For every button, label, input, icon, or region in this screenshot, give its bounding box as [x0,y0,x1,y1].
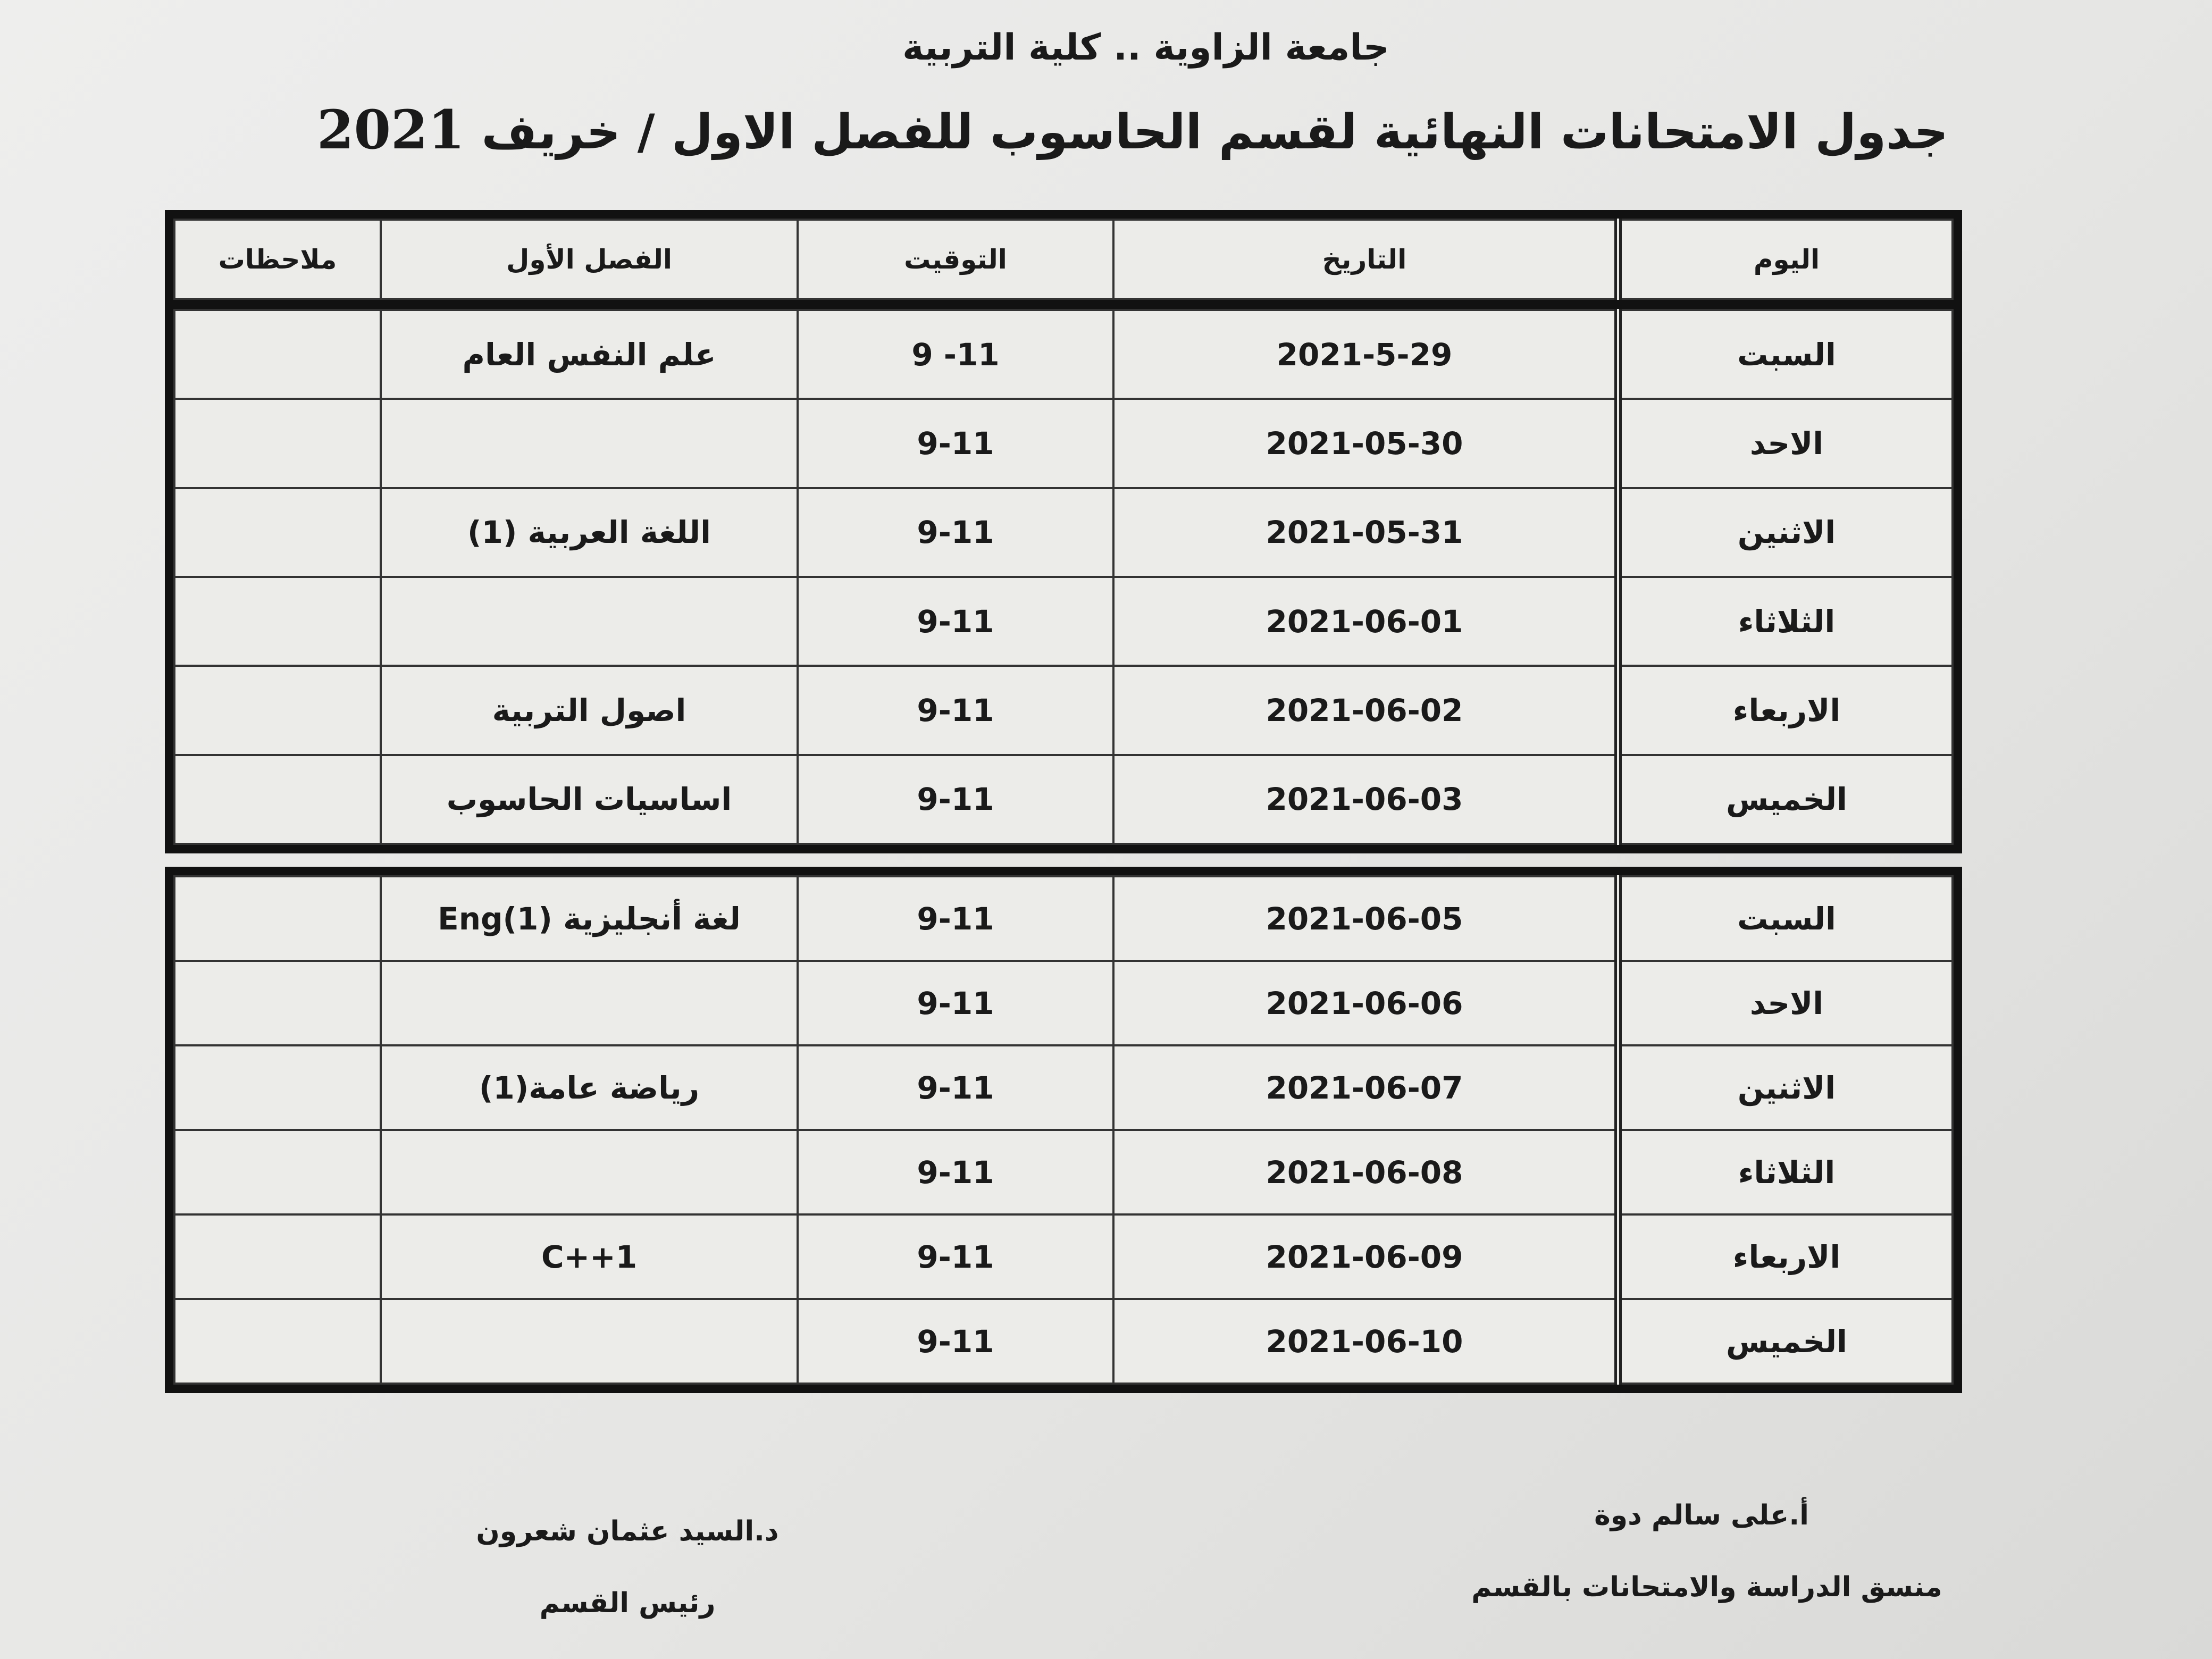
table-row [174,666,1953,755]
notes-cell [174,1214,381,1299]
document-title [0,98,2212,161]
day-cell: الاربعاء [1618,666,1953,755]
day-cell: الخميس [1618,755,1953,844]
day-cell: الاثنين [1618,488,1953,577]
subject-cell: علم النفس العام [381,310,798,399]
notes-cell [174,488,381,577]
notes-cell [174,666,381,755]
notes-cell [174,1130,381,1214]
table-row [174,1045,1953,1130]
day-cell: الاثنين [1618,1045,1953,1130]
column-header-day: اليوم [1618,220,1953,299]
time-cell: 9-11 [798,399,1113,488]
time-cell: 9-11 [798,1214,1113,1299]
date-cell: 2021-06-05 [1113,876,1618,961]
time-cell: 9-11 [798,1299,1113,1384]
date-cell: 2021-06-01 [1113,577,1618,666]
university-heading: جامعة الزاوية .. كلية التربية [902,27,1389,69]
time-cell: 9-11 [798,961,1113,1045]
department-head-name: د.السيد عثمان شعرون [476,1515,779,1547]
day-cell: الثلاثاء [1618,577,1953,666]
time-cell: 9-11 [798,488,1113,577]
week1-table [173,309,1954,845]
subject-cell [381,577,798,666]
table-row [174,488,1953,577]
title-text: جدول الامتحانات النهائية لقسم الحاسوب للفصل الاول / خريف [481,104,1949,160]
department-head-title: رئيس القسم [539,1587,716,1619]
week2-schedule-box [165,867,1962,1393]
date-cell: 2021-06-09 [1113,1214,1618,1299]
date-cell: 2021-06-03 [1113,755,1618,844]
column-header-date: التاريخ [1113,220,1618,299]
subject-cell [381,1299,798,1384]
table-row [174,876,1953,961]
time-cell: 9-11 [798,755,1113,844]
title-year: 2021 [316,98,465,161]
day-cell: الثلاثاء [1618,1130,1953,1214]
subject-cell: اللغة العربية (1) [381,488,798,577]
table-header [173,219,1954,300]
notes-cell [174,1045,381,1130]
table-header-box [165,210,1962,308]
column-header-subject: الفصل الأول [381,220,798,299]
date-cell: 2021-06-02 [1113,666,1618,755]
subject-cell: C++1 [381,1214,798,1299]
notes-cell [174,1299,381,1384]
notes-cell [174,399,381,488]
notes-cell [174,961,381,1045]
date-cell: 2021-06-06 [1113,961,1618,1045]
date-cell: 2021-06-08 [1113,1130,1618,1214]
time-cell: 9-11 [798,876,1113,961]
subject-cell: لغة أنجليزية (Eng(1 [381,876,798,961]
time-cell: 9-11 [798,1130,1113,1214]
table-row [174,399,1953,488]
subject-cell: اصول التربية [381,666,798,755]
coordinator-title: منسق الدراسة والامتحانات بالقسم [1471,1571,1942,1603]
day-cell: الاحد [1618,399,1953,488]
table-row [174,961,1953,1045]
time-cell: 9-11 [798,577,1113,666]
subject-cell [381,1130,798,1214]
table-row [174,755,1953,844]
day-cell: السبت [1618,310,1953,399]
date-cell: 2021-5-29 [1113,310,1618,399]
date-cell: 2021-06-07 [1113,1045,1618,1130]
table-row [174,577,1953,666]
date-cell: 2021-05-30 [1113,399,1618,488]
subject-cell: اساسيات الحاسوب [381,755,798,844]
table-row [174,310,1953,399]
time-cell: 9-11 [798,1045,1113,1130]
week2-table [173,875,1954,1385]
coordinator-name: أ.على سالم دوة [1594,1499,1809,1531]
table-row [174,1130,1953,1214]
notes-cell [174,310,381,399]
column-header-notes: ملاحظات [174,220,381,299]
week1-schedule-box [165,300,1962,853]
column-header-time: التوقيت [798,220,1113,299]
day-cell: الاحد [1618,961,1953,1045]
day-cell: السبت [1618,876,1953,961]
table-row [174,1214,1953,1299]
day-cell: الاربعاء [1618,1214,1953,1299]
notes-cell [174,876,381,961]
notes-cell [174,577,381,666]
notes-cell [174,755,381,844]
time-cell: 9-11 [798,666,1113,755]
date-cell: 2021-06-10 [1113,1299,1618,1384]
subject-cell: رياضة عامة(1) [381,1045,798,1130]
day-cell: الخميس [1618,1299,1953,1384]
table-row [174,1299,1953,1384]
subject-cell [381,961,798,1045]
date-cell: 2021-05-31 [1113,488,1618,577]
subject-cell [381,399,798,488]
time-cell: 9 -11 [798,310,1113,399]
